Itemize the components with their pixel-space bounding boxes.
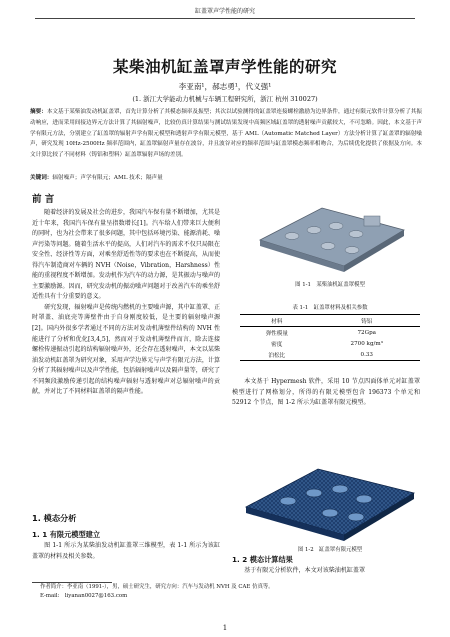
material-parameter-table xyxy=(240,314,420,361)
table-cell: 72Gpa xyxy=(357,329,377,336)
table-cell: 泊松比 xyxy=(240,349,314,361)
author-email: E-mail: liyanan0027@163.com xyxy=(40,593,128,599)
keywords-text: 辐射噪声；声学有限元；AML 技术；隔声量 xyxy=(52,175,163,181)
paragraph: 研究发现，辐射噪声是传统内燃机的主要噪声源，其中缸盖罩、正时罩盖、油底壳等薄壁件由于自身刚度较低，是主要的辐射噪声源[2]。国内外很多学者通过不同的方法对发动机薄壁件结构的 NVH 性能进行了分析和优化[3,4,5]，然而对于发动机薄壁件而言，除去连接螺栓传递振动引起的结构辐射噪声外，还会存在透射噪声，本文以某柴油发动机缸盖罩为研究对象，采用声学边界元与声学有限元方法，计算分析了其辐射噪声以及声学性能，包括辐射噪声以及隔声量等，研究了不同频段激励传递引起的结构噪声辐射与透射噪声对总辐射噪声的贡献，并对比了不同材料缸盖罩的隔声性能。 xyxy=(32,303,220,396)
footnote xyxy=(40,583,420,601)
keywords xyxy=(30,173,422,183)
paragraph: 基于有限元分析软件，本文对该柴油机缸盖罩 xyxy=(244,567,366,574)
mesh-description-body xyxy=(232,377,420,409)
preface-body xyxy=(32,208,220,398)
subsection-model-build-heading: 1. 1 有限元模型建立 xyxy=(32,530,101,539)
table-row xyxy=(240,349,420,361)
section-mode-analysis-heading: 1. 模态分析 xyxy=(32,513,77,523)
running-header: 缸盖罩声学性能的研究 xyxy=(35,6,415,19)
table-row xyxy=(240,338,420,349)
table-header-cell: 铸铝 xyxy=(314,315,420,327)
figure-1-1-caption: 图 1-1 某柴油机缸盖罩模型 xyxy=(295,282,365,288)
mode-result-body xyxy=(232,566,420,577)
table-cell: 0.33 xyxy=(314,349,420,361)
paper-title: 某柴油机缸盖罩声学性能的研究 xyxy=(112,57,337,76)
model-build-body xyxy=(32,541,220,562)
table-header-row xyxy=(240,315,420,327)
author-list: 李亚南¹，郝志勇¹，代义强¹ xyxy=(178,82,272,91)
paragraph: 图 1-1 所示为某柴油发动机缸盖罩三维模型，表 1-1 所示为该缸盖罩的材料及相关参数。 xyxy=(32,542,220,560)
author-bio: 作者简介：李亚南（1991-），男，硕士研究生，研究方向：汽车与发动机 NVH 及 CAE 仿真等。 xyxy=(40,584,274,590)
table-row xyxy=(240,327,420,339)
page-number: 1 xyxy=(222,624,228,632)
subsection-mode-result-heading: 1. 2 模态计算结果 xyxy=(232,555,293,564)
figure-1-2-caption: 图 1-2 缸盖罩有限元模型 xyxy=(297,547,363,553)
cylinder-head-cover-cad-figure xyxy=(252,200,410,276)
table-cell: 弹性模量 xyxy=(265,330,288,337)
abstract xyxy=(30,107,422,161)
abstract-label: 摘要： xyxy=(30,109,47,115)
table-header-cell: 材料 xyxy=(240,315,314,327)
finite-element-mesh-figure xyxy=(240,455,420,543)
paragraph: 本文基于 Hypermesh 软件，采用 10 节点四面体单元对缸盖罩模型进行了网格划分，所得的有限元模型包含 196373 个单元和 52912 个节点，图 1-2 所示为缸盖罩有限元模型。 xyxy=(232,378,420,407)
table-cell: 2700 kg/m³ xyxy=(350,340,383,347)
abstract-text: 本文基于某柴油发动机缸盖罩，首先计算分析了其模态频率及振型；其次以试验测得的缸盖罩连接螺栓激励为边界条件，通过有限元软件计算分析了其振动响应，进而采用间接边界元方法计算了其辐射噪声，比较仿真计算结果与测试结果发现中高频区域缸盖罩的透射噪声贡献较大，不可忽略。因此，本文基于声学有限元方法，分别建立了缸盖罩的辐射声学有限元模型和透射声学有限元模型，基于 AML（Automatic Matched Layer）方法分析计算了缸盖罩的辐射噪声，研究发现 10Hz-2500Hz 频率范围内，缸盖罩辐射声量存在波谷，并且波谷对应的频率范围与缸盖罩模态频率相吻合，为后续优化提供了依据及方向。本文计算比较了不同材料（铸铝和塑料）缸盖罩辐射声场的差别。 xyxy=(30,109,422,159)
affiliation: (1. 浙江大学能动力机械与车辆工程研究所，浙江 杭州 310027) xyxy=(132,95,318,103)
section-preface-heading: 前 言 xyxy=(32,194,55,205)
paragraph: 随着经济的发展及社会的进步，我国汽车保有量不断增加，尤其是近十年来，我国汽车保有量呈指数增长[1]。汽车给人们带来巨大便利的同时，也为社会带来了很多问题，其中包括环境污染、能源消耗、噪声污染等问题。随着生活水平的提高，人们对汽车的需求不仅只局限在安全性、经济性等方面，对乘坐舒适性等的要求也在不断提高，从而使得汽车制造商对车辆的 NVH（Noise，Vibration，Harshness）性能的重视程度不断增加。发动机作为汽车的动力源，是其振动与噪声的主要激励源。因而，研究发动机的振动噪声问题对于改善汽车的乘坐舒适性具有十分重要的意义。 xyxy=(32,209,220,301)
table-cell: 密度 xyxy=(271,341,283,348)
keywords-label: 关键词： xyxy=(30,175,53,181)
table-1-1-caption: 表 1-1 缸盖罩材料及相关参数 xyxy=(292,305,368,311)
